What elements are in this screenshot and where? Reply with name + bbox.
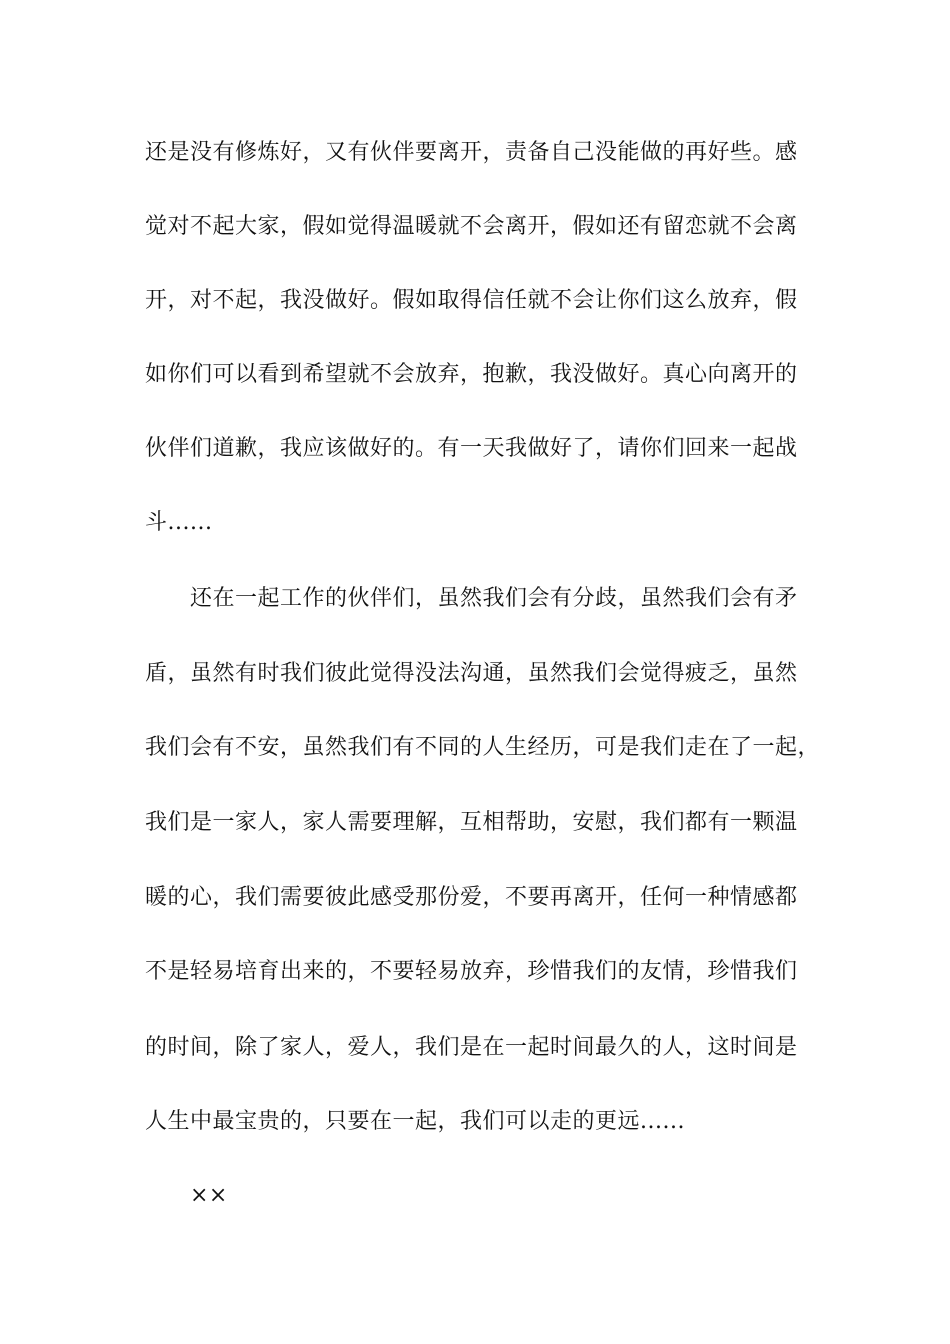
paragraph-2-line-4: 我们是一家人，家人需要理解，互相帮助，安慰，我们都有一颗温 (145, 810, 798, 835)
paragraph-1-line-3: 开，对不起，我没做好。假如取得信任就不会让你们这么放弃，假 (145, 288, 798, 313)
paragraph-2-line-1: 还在一起工作的伙伴们，虽然我们会有分歧，虽然我们会有矛 (190, 586, 798, 611)
paragraph-2-line-2: 盾，虽然有时我们彼此觉得没法沟通，虽然我们会觉得疲乏，虽然 (145, 661, 798, 686)
paragraph-2-line-6: 不是轻易培育出来的，不要轻易放弃，珍惜我们的友情，珍惜我们 (145, 959, 798, 984)
paragraph-2-line-3: 我们会有不安，虽然我们有不同的人生经历，可是我们走在了一起， (145, 735, 821, 760)
paragraph-1-line-2: 觉对不起大家，假如觉得温暖就不会离开，假如还有留恋就不会离 (145, 214, 798, 239)
paragraph-2-line-7: 的时间，除了家人，爱人，我们是在一起时间最久的人，这时间是 (145, 1035, 798, 1060)
signature: ×× (190, 1183, 228, 1208)
paragraph-1-line-4: 如你们可以看到希望就不会放弃，抱歉，我没做好。真心向离开的 (145, 362, 798, 387)
paragraph-2-line-8: 人生中最宝贵的，只要在一起，我们可以走的更远...... (145, 1109, 685, 1134)
paragraph-1-line-5: 伙伴们道歉，我应该做好的。有一天我做好了，请你们回来一起战 (145, 436, 798, 461)
paragraph-1-line-1: 还是没有修炼好，又有伙伴要离开，责备自己没能做的再好些。感 (145, 140, 798, 165)
paragraph-1-line-6: 斗...... (145, 510, 213, 535)
paragraph-2-line-5: 暖的心，我们需要彼此感受那份爱，不要再离开，任何一种情感都 (145, 885, 798, 910)
